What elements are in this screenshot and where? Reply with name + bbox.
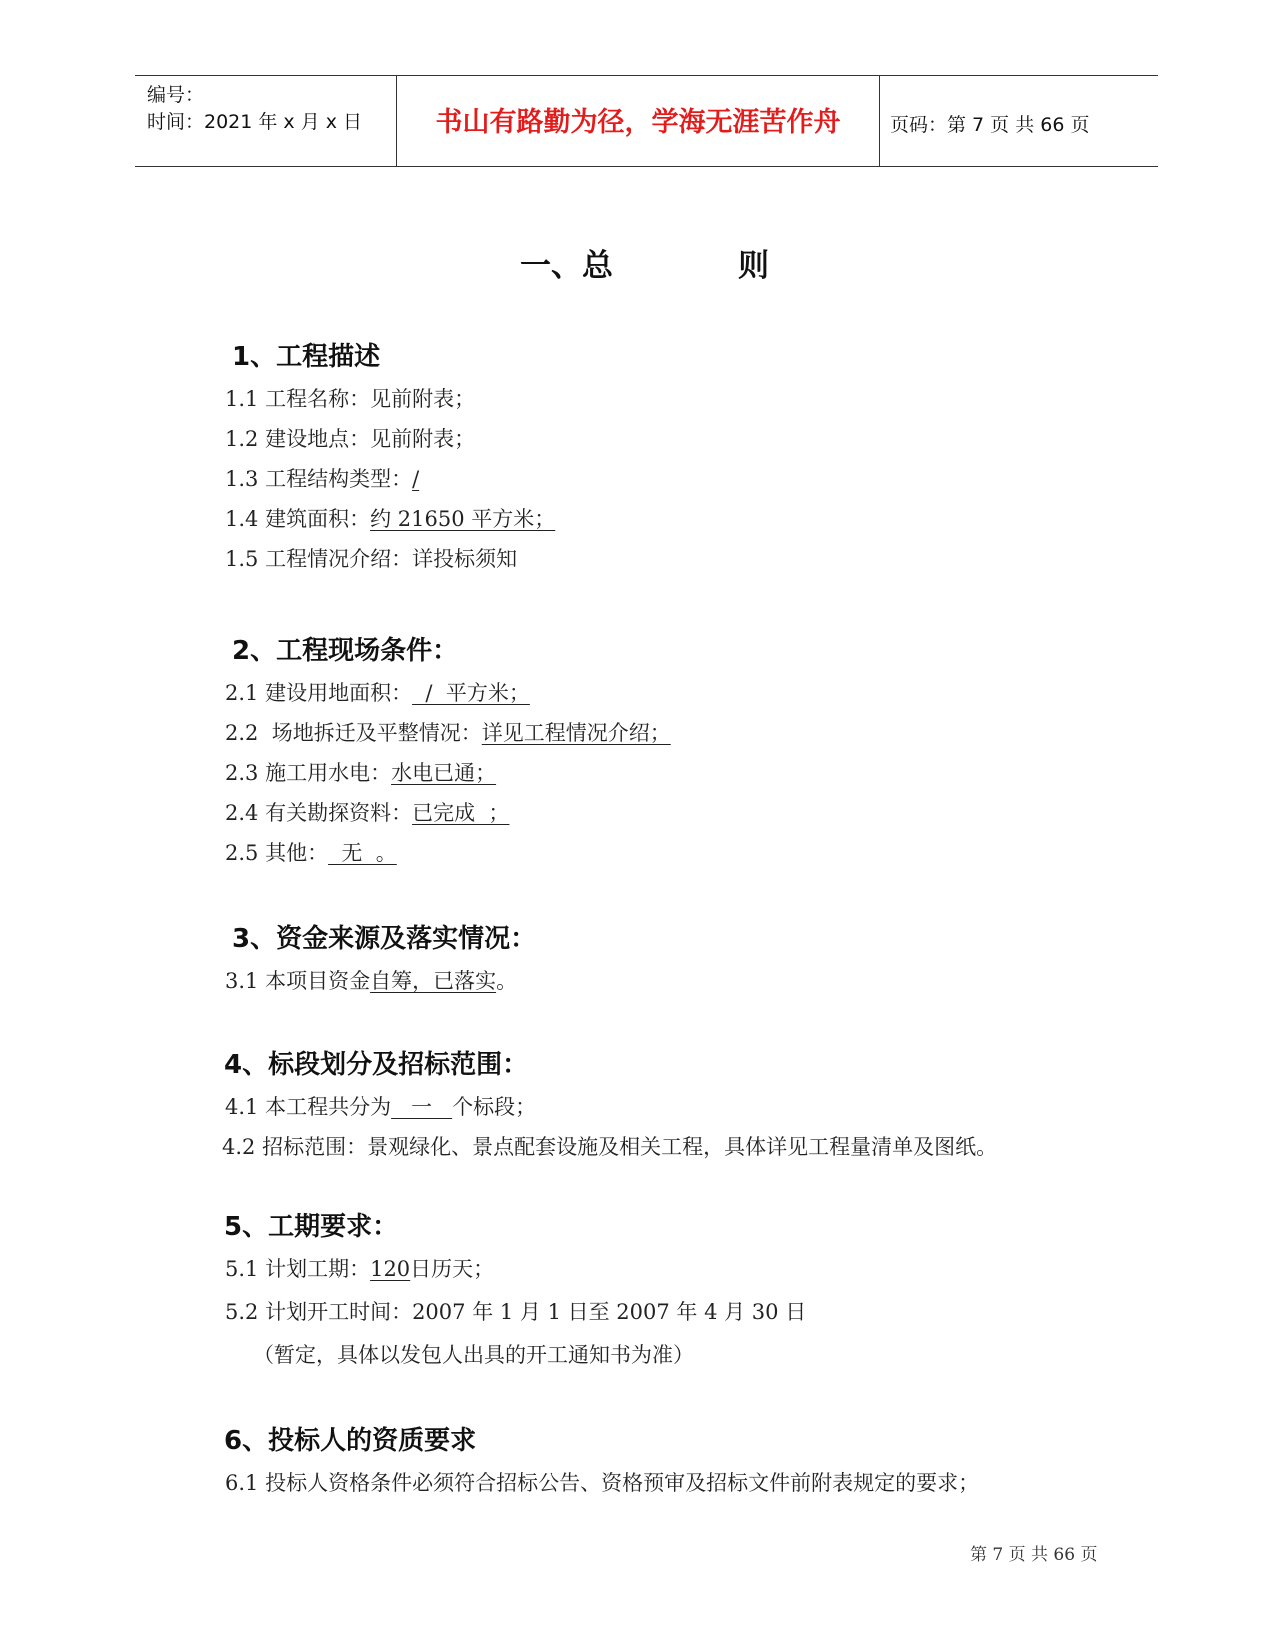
clause-label: 1.3 工程结构类型： (225, 467, 413, 491)
clause-label: 2.3 施工用水电： (225, 761, 392, 785)
section-heading: 2、工程现场条件： (232, 636, 459, 666)
header-bottom-rule (135, 166, 1158, 167)
clause-line (225, 503, 555, 533)
clause-line (225, 797, 539, 827)
clause-line (225, 1253, 494, 1283)
clause-value: 自筹，已落实 (370, 969, 497, 993)
clause-value: 120 (370, 1257, 411, 1281)
clause-value: 一 (391, 1095, 453, 1119)
document-number-label: 编号： (147, 84, 205, 106)
clause-label: 2.5 其他： (225, 841, 329, 865)
clause-label: 5.1 计划工期： (225, 1257, 371, 1281)
clause-line (225, 757, 496, 787)
clause-label: 1.4 建筑面积： (225, 507, 371, 531)
clause-value: 水电已通； (391, 761, 497, 785)
header-page-info: 页码：第 7 页 共 66 页 (890, 114, 1090, 136)
document-date: 时间：2021 年 x 月 x 日 (147, 111, 363, 133)
clause-line: 5.2 计划开工时间：2007 年 1 月 1 日至 2007 年 4 月 30 日 (225, 1300, 807, 1324)
clause-line (225, 677, 530, 707)
clause-value: / 平方米； (412, 681, 530, 705)
clause-line: 4.2 招标范围：景观绿化、景点配套设施及相关工程，具体详见工程量清单及图纸。 (222, 1135, 998, 1159)
clause-value: 无 。 (328, 841, 397, 865)
chapter-title-right: 则 (738, 248, 769, 284)
header-top-rule (135, 75, 1158, 76)
clause-value: / (412, 467, 420, 491)
clause-suffix: 日历天； (410, 1257, 495, 1281)
section-heading: 3、资金来源及落实情况： (232, 924, 537, 954)
clause-suffix: 个标段； (452, 1095, 537, 1119)
clause-line: 6.1 投标人资格条件必须符合招标公告、资格预审及招标文件前附表规定的要求； (225, 1471, 980, 1495)
header-motto: 书山有路勤为径，学海无涯苦作舟 (435, 107, 841, 138)
clause-note: （暂定，具体以发包人出具的开工通知书为准） (253, 1343, 694, 1367)
page-footer: 第 7 页 共 66 页 (970, 1545, 1098, 1565)
clause-label: 3.1 本项目资金 (225, 969, 371, 993)
clause-value: 详见工程情况介绍； (481, 721, 671, 745)
clause-line: 1.2 建设地点：见前附表； (225, 427, 476, 451)
clause-label: 4.1 本工程共分为 (225, 1095, 392, 1119)
section-heading: 1、工程描述 (232, 342, 381, 372)
clause-label: 2.4 有关勘探资料： (225, 801, 413, 825)
section-heading: 6、投标人的资质要求 (224, 1426, 477, 1456)
clause-line (225, 717, 671, 747)
clause-line (225, 837, 507, 867)
clause-line (225, 965, 517, 995)
chapter-title-left: 一、总 (520, 248, 613, 284)
clause-line: 1.1 工程名称：见前附表； (225, 387, 476, 411)
section-heading: 5、工期要求： (224, 1212, 399, 1242)
clause-line (225, 463, 419, 493)
clause-label: 2.1 建设用地面积： (225, 681, 413, 705)
clause-line: 1.5 工程情况介绍：详投标须知 (225, 547, 518, 571)
clause-suffix: 。 (496, 969, 518, 993)
section-heading: 4、标段划分及招标范围： (224, 1050, 529, 1080)
clause-line (225, 1091, 536, 1121)
clause-value: 已完成 ； (412, 801, 510, 825)
clause-label: 2.2 场地拆迁及平整情况： (225, 721, 482, 745)
clause-value: 约 21650 平方米； (370, 507, 556, 531)
